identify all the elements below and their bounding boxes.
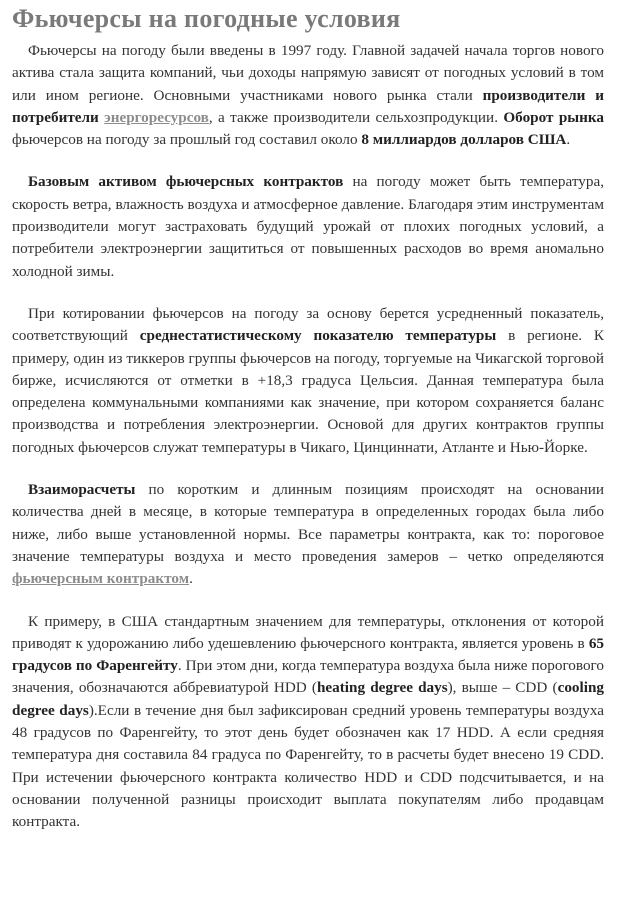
article-paragraph bbox=[12, 40, 604, 151]
bold-phrase: производители и потребители bbox=[12, 86, 604, 126]
article-paragraph bbox=[12, 611, 604, 834]
bold-phrase: cooling degree days bbox=[12, 679, 604, 719]
text-run: При котировании фьючерсов на погоду за основу берется усредненный показатель, соответствующий bbox=[12, 304, 604, 345]
bold-phrase: 65 градусов по Фаренгейту bbox=[12, 634, 604, 675]
page-title: Фьючерсы на погодные условия bbox=[12, 4, 401, 33]
bold-phrase: Взаиморасчеты bbox=[28, 481, 136, 499]
bold-phrase: 8 миллиардов долларов США bbox=[361, 131, 567, 149]
text-run: ), выше – CDD ( bbox=[447, 679, 558, 697]
article-paragraph bbox=[12, 171, 604, 282]
text-run: . bbox=[189, 570, 193, 588]
text-run: на погоду может быть температура, скорость ветра, влажность воздуха и атмосферное давление. Благодаря этим инструментам производители могут застраховать будущий урожай от плохих погодных условий, а потребители электроэнергии защититься от повышенных расходов во время аномально холодной зимы. bbox=[12, 173, 604, 280]
bold-phrase: Оборот рынка bbox=[503, 108, 604, 126]
inline-link[interactable]: фьючерсным контрактом bbox=[12, 570, 190, 588]
text-run: . При этом дни, когда температура воздуха была ниже порогового значения, обозначаются аббревиатурой HDD ( bbox=[12, 657, 604, 697]
text-run: . bbox=[566, 131, 571, 149]
text-run: Фьючерсы на погоду были введены в 1997 году. Главной задачей начала торгов нового актива стала защита компаний, чьи доходы напрямую зависят от погодных условий в том или ином регионе. Основными участниками нового рынка стали bbox=[12, 42, 604, 104]
text-run: ).Если в течение дня был зафиксирован средний уровень температуры воздуха 48 градусов по Фаренгейту, то этот день будет обозначен как 17 HDD. А если средняя температура дня составила 84 градуса по Фаренгейту, то в расчеты будет внесено 19 CDD. При истечении фьючерсного контракта количество HDD и CDD подсчитывается, и на основании полученной разницы происходит выплата покупателям либо продавцам контракта. bbox=[12, 701, 604, 831]
text-run: по коротким и длинным позициям происходят на основании количества дней в месяце, в которые температура в определенных городах была либо ниже, либо выше установленной нормы. Все параметры контракта, как то: пороговое значение температуры воздуха и место проведения замеров – четко определяются bbox=[12, 481, 604, 565]
bold-phrase: Базовым активом фьючерсных контрактов bbox=[28, 173, 344, 191]
text-run: К примеру, в США стандартным значением для температуры, отклонения от которой приводят к удорожанию либо удешевлению фьючерсного контракта, является уровень в bbox=[12, 612, 604, 652]
bold-phrase: среднестатистическому показателю температуры bbox=[139, 327, 497, 345]
text-run: , а также производители сельхозпродукции. bbox=[208, 108, 504, 126]
article-paragraph bbox=[12, 479, 604, 590]
text-run: фьючерсов на погоду за прошлый год составил около bbox=[12, 131, 362, 149]
inline-link[interactable]: энергоресурсов bbox=[104, 108, 209, 126]
bold-phrase: heating degree days bbox=[316, 679, 448, 697]
text-run: в регионе. К примеру, один из тиккеров группы фьючерсов на погоду, торгуемые на Чикагской торговой бирже, исчисляются от отметки в +18,3 градуса Цельсия. Данная температура была определена коммунальными компаниями как значение, при котором сохраняется баланс производства и потребления электроэнергии. Основой для других контрактов группы погодных фьючерсов служат температуры в Чикаго, Цинциннати, Атланте и Нью-Йорке. bbox=[12, 327, 604, 456]
article-paragraph bbox=[12, 303, 604, 459]
